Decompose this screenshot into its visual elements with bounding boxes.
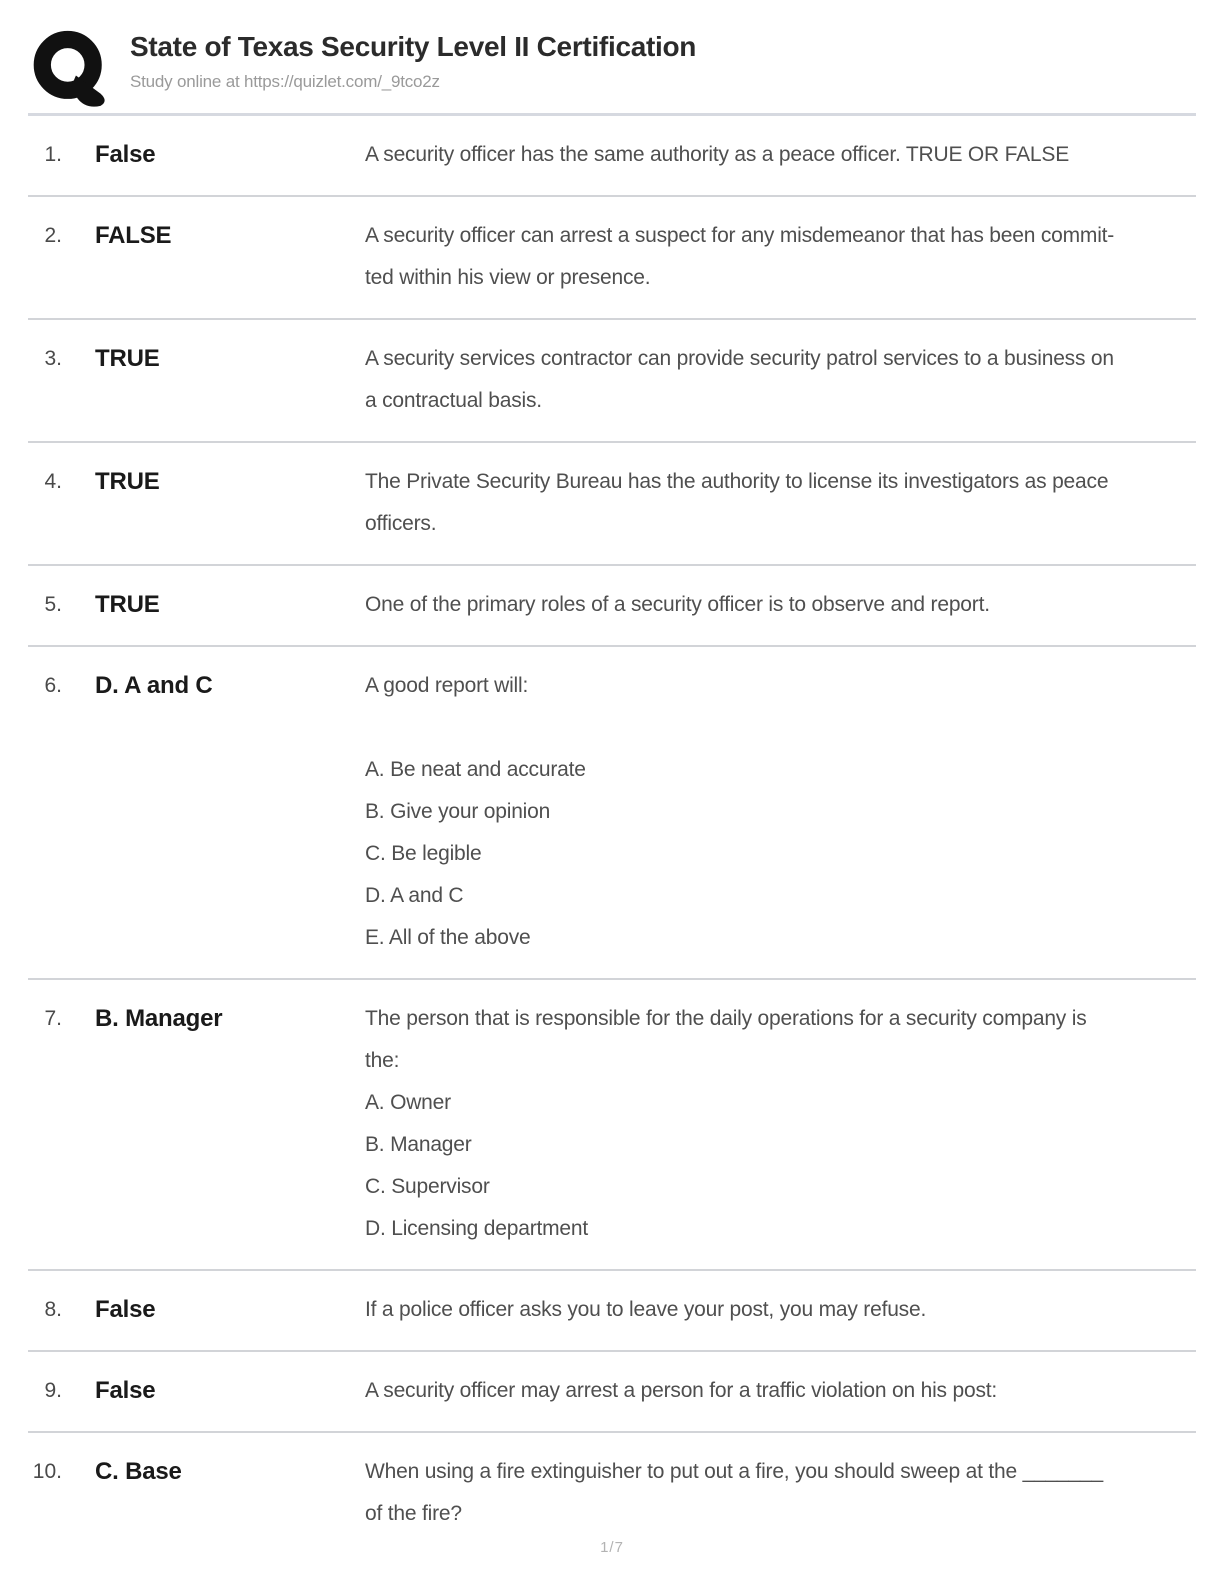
- answer-text: C. Base: [95, 1458, 182, 1485]
- question-line: the:: [365, 1049, 400, 1072]
- question-number: 3.: [44, 347, 62, 370]
- question-line: D. A and C: [365, 884, 464, 907]
- question-line: A. Owner: [365, 1091, 451, 1114]
- question-line: B. Manager: [365, 1133, 472, 1156]
- study-online-url: Study online at https://quizlet.com/_9tco2z: [130, 71, 440, 91]
- question-list: [28, 113, 1196, 1554]
- question-number: 5.: [44, 593, 62, 616]
- question-row: [28, 1431, 1196, 1554]
- question-number: 6.: [44, 674, 62, 697]
- question-line: A good report will:: [365, 674, 529, 697]
- question-line: A security officer has the same authority as a peace officer. TRUE OR FALSE: [365, 143, 1070, 166]
- question-line: If a police officer asks you to leave your post, you may refuse.: [365, 1298, 927, 1321]
- question-number: 10.: [32, 1460, 62, 1483]
- question-line: One of the primary roles of a security officer is to observe and report.: [365, 593, 990, 616]
- answer-text: False: [95, 141, 156, 168]
- question-line: A security services contractor can provide security patrol services to a business on: [365, 347, 1114, 370]
- question-line: [365, 707, 1170, 749]
- question-number: 9.: [44, 1379, 62, 1402]
- question-row: [28, 195, 1196, 318]
- answer-text: TRUE: [95, 468, 160, 495]
- quizlet-q-logo-icon: [30, 28, 112, 110]
- question-line: of the fire?: [365, 1502, 462, 1525]
- answer-text: False: [95, 1377, 156, 1404]
- question-row: [28, 113, 1196, 195]
- header-text-block: [130, 26, 696, 92]
- question-line: The person that is responsible for the daily operations for a security company is: [365, 1007, 1087, 1030]
- question-number: 1.: [44, 143, 62, 166]
- question-text: [365, 1289, 1196, 1331]
- question-line: ted within his view or presence.: [365, 266, 651, 289]
- question-line: a contractual basis.: [365, 389, 542, 412]
- answer-text: B. Manager: [95, 1005, 223, 1032]
- question-text: [365, 338, 1196, 422]
- question-line: C. Supervisor: [365, 1175, 490, 1198]
- question-text: [365, 461, 1196, 545]
- answer-text: TRUE: [95, 591, 160, 618]
- question-row: [28, 978, 1196, 1269]
- question-line: The Private Security Bureau has the authority to license its investigators as peace: [365, 470, 1109, 493]
- question-line: B. Give your opinion: [365, 800, 551, 823]
- answer-text: TRUE: [95, 345, 160, 372]
- question-line: officers.: [365, 512, 437, 535]
- question-number: 4.: [44, 470, 62, 493]
- question-row: [28, 441, 1196, 564]
- question-number: 2.: [44, 224, 62, 247]
- question-line: A. Be neat and accurate: [365, 758, 586, 781]
- page-number-indicator: 1/7: [600, 1539, 624, 1556]
- question-text: [365, 1451, 1196, 1535]
- page-title: State of Texas Security Level II Certification: [130, 31, 697, 62]
- question-text: [365, 215, 1196, 299]
- question-text: [365, 1370, 1196, 1412]
- question-line: A security officer may arrest a person for a traffic violation on his post:: [365, 1379, 998, 1402]
- answer-text: FALSE: [95, 222, 172, 249]
- answer-text: D. A and C: [95, 672, 213, 699]
- question-text: [365, 998, 1196, 1250]
- answer-text: False: [95, 1296, 156, 1323]
- question-text: [365, 134, 1196, 176]
- question-text: [365, 584, 1196, 626]
- question-text: [365, 665, 1196, 959]
- question-line: When using a fire extinguisher to put out a fire, you should sweep at the _______: [365, 1460, 1103, 1483]
- question-row: [28, 564, 1196, 645]
- question-line: E. All of the above: [365, 926, 531, 949]
- question-line: A security officer can arrest a suspect for any misdemeanor that has been commit-: [365, 224, 1115, 247]
- question-row: [28, 1269, 1196, 1350]
- question-line: D. Licensing department: [365, 1217, 589, 1240]
- document-header: [0, 0, 1224, 113]
- question-number: 8.: [44, 1298, 62, 1321]
- question-row: [28, 318, 1196, 441]
- question-row: [28, 645, 1196, 978]
- question-number: 7.: [44, 1007, 62, 1030]
- question-line: C. Be legible: [365, 842, 482, 865]
- question-row: [28, 1350, 1196, 1431]
